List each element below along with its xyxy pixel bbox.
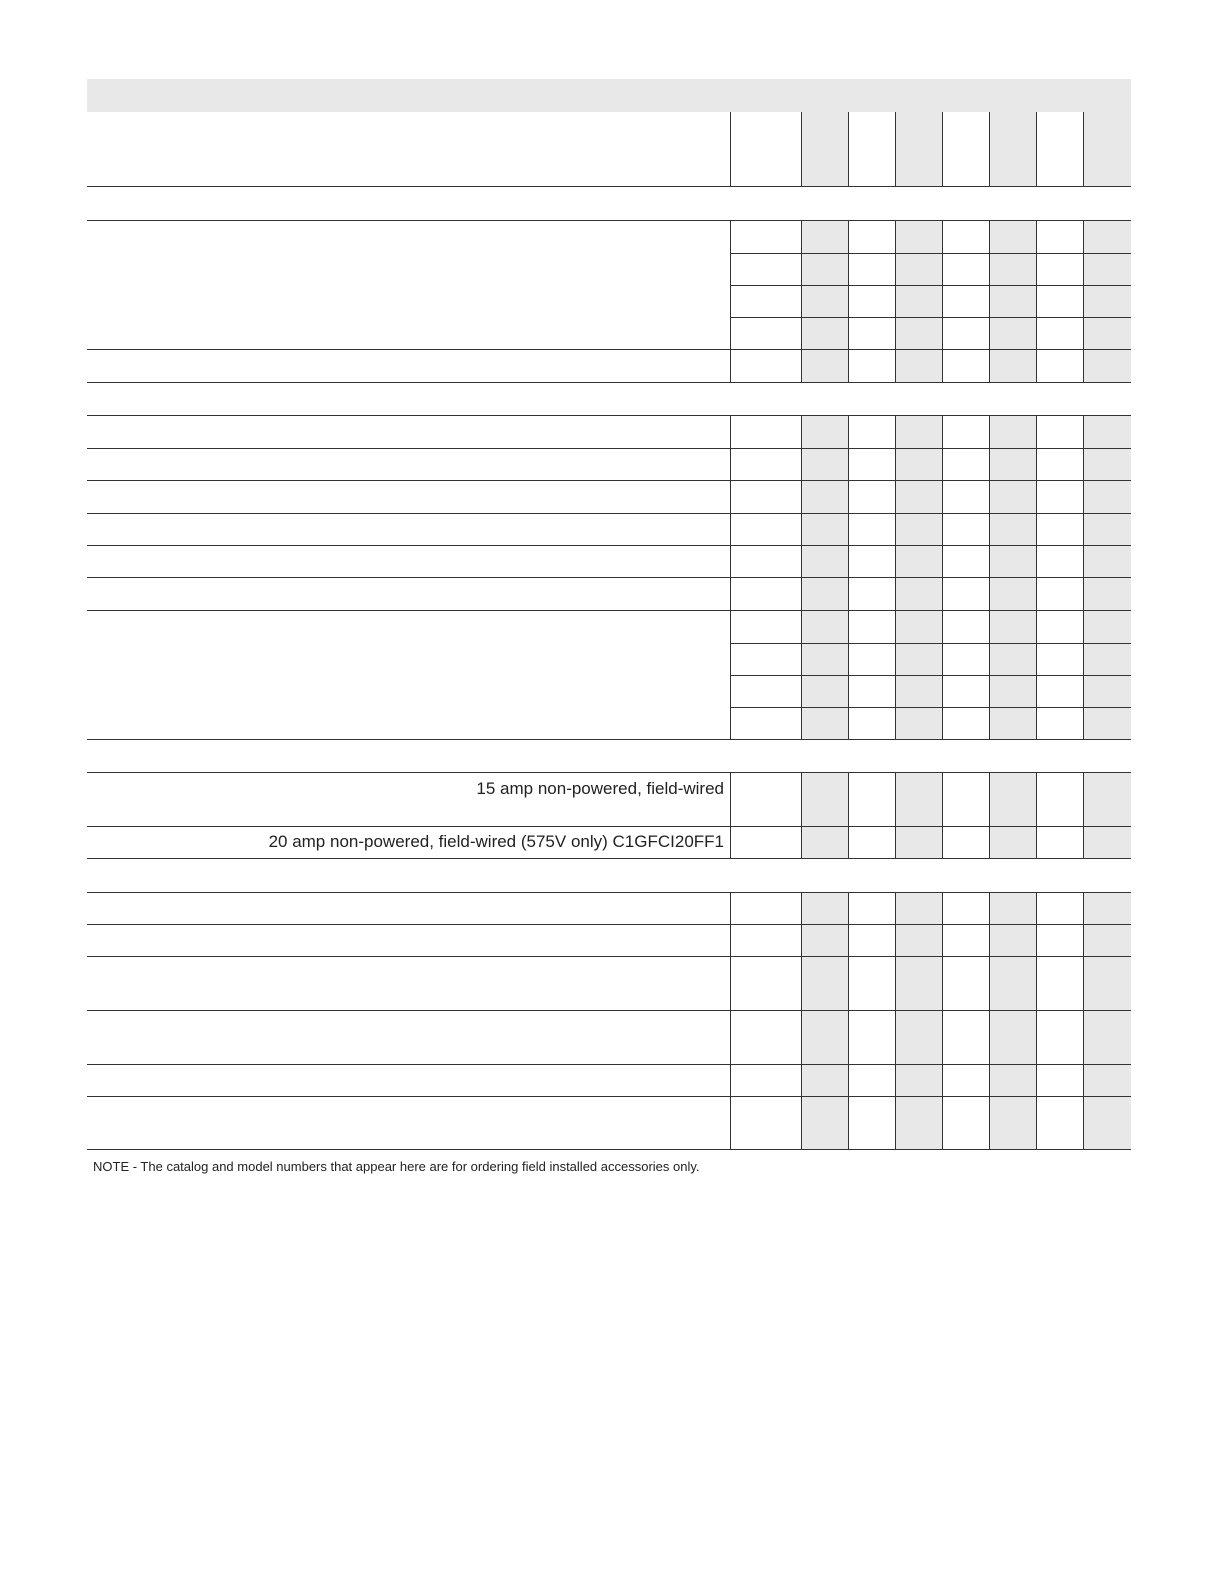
model-column-cell: [730, 773, 801, 826]
model-column-cell: [801, 481, 848, 513]
model-column-cell: [730, 578, 801, 610]
model-column-cell: [989, 957, 1036, 1010]
model-column-cell: [989, 546, 1036, 577]
table-row: [87, 924, 1131, 956]
model-column-cell: [989, 925, 1036, 956]
model-column-cell: [942, 416, 989, 448]
model-column-cell: [1083, 1097, 1131, 1149]
table-row: [87, 1064, 1131, 1096]
model-column-cell: [801, 773, 848, 826]
model-column-cell: [1036, 578, 1083, 610]
table-row: [87, 1149, 1131, 1150]
row-label-cell: [87, 611, 730, 739]
model-column-cell: [1036, 449, 1083, 480]
model-column-cell: [801, 449, 848, 480]
table-row: [87, 220, 1131, 349]
row-label-cell: [87, 416, 730, 448]
model-column-cell: [1036, 112, 1083, 186]
sub-row-divider: [730, 675, 1131, 676]
row-label-cell: [87, 827, 730, 858]
model-column-cell: [989, 112, 1036, 186]
model-column-cell: [942, 1011, 989, 1064]
table-row: [87, 448, 1131, 480]
model-column-cell: [848, 112, 895, 186]
sub-row-divider: [730, 643, 1131, 644]
model-column-cell: [730, 827, 801, 858]
model-column-cell: [895, 925, 942, 956]
model-column-cell: [1083, 773, 1131, 826]
table-row: [87, 892, 1131, 924]
model-column-cell: [730, 514, 801, 545]
model-column-cell: [989, 416, 1036, 448]
model-column-cell: [730, 1011, 801, 1064]
model-column-cell: [989, 827, 1036, 858]
model-column-cell: [730, 112, 801, 186]
sub-row-divider: [730, 707, 1131, 708]
model-column-cell: [895, 957, 942, 1010]
model-column-cell: [1036, 925, 1083, 956]
row-label-cell: [87, 925, 730, 956]
row-label-cell: [87, 514, 730, 545]
table-row: [87, 112, 1131, 186]
model-column-cell: [1083, 416, 1131, 448]
model-column-cell: [1083, 514, 1131, 545]
model-column-cell: [1036, 827, 1083, 858]
model-column-cell: [848, 773, 895, 826]
section-header-row: [87, 382, 1131, 415]
model-column-cell: [1036, 350, 1083, 382]
model-column-cell: [1083, 112, 1131, 186]
model-column-cell: [942, 925, 989, 956]
model-column-cell: [989, 773, 1036, 826]
model-column-cell: [1083, 546, 1131, 577]
model-column-cell: [989, 578, 1036, 610]
row-label-cell: [87, 546, 730, 577]
model-column-cell: [1083, 350, 1131, 382]
model-column-cell: [1083, 1065, 1131, 1096]
model-column-cell: [1083, 957, 1131, 1010]
model-column-cell: [848, 1011, 895, 1064]
table-row: [87, 577, 1131, 610]
accessories-table: [87, 79, 1131, 1150]
model-column-cell: [942, 350, 989, 382]
footer-note: NOTE - The catalog and model numbers that appear here are for ordering field installed accessories only.: [93, 1159, 700, 1174]
table-body: [87, 112, 1131, 1150]
model-column-cell: [895, 416, 942, 448]
row-label-cell: [87, 112, 730, 186]
model-column-cell: [895, 893, 942, 924]
model-column-cell: [730, 481, 801, 513]
model-column-cell: [1036, 1065, 1083, 1096]
model-column-cell: [730, 546, 801, 577]
table-row: [87, 415, 1131, 448]
model-column-cell: [989, 893, 1036, 924]
model-column-cell: [942, 1097, 989, 1149]
model-column-cell: [848, 481, 895, 513]
model-column-cell: [895, 827, 942, 858]
model-column-cell: [942, 827, 989, 858]
model-column-cell: [895, 112, 942, 186]
model-column-cell: [989, 1097, 1036, 1149]
table-row: [87, 545, 1131, 577]
model-column-cell: [895, 514, 942, 545]
model-column-cell: [942, 514, 989, 545]
model-column-cell: [942, 957, 989, 1010]
model-column-cell: [1083, 893, 1131, 924]
model-column-cell: [1083, 827, 1131, 858]
model-column-cell: [895, 1011, 942, 1064]
model-column-cell: [895, 773, 942, 826]
row-label-cell: [87, 773, 730, 826]
section-header-row: [87, 858, 1131, 892]
model-column-cell: [848, 827, 895, 858]
table-row: [87, 610, 1131, 739]
row-label-text: 15 amp non-powered, field-wired: [476, 779, 724, 798]
model-column-cell: [801, 416, 848, 448]
model-column-cell: [1036, 957, 1083, 1010]
model-column-cell: [801, 112, 848, 186]
model-column-cell: [801, 1011, 848, 1064]
model-column-cell: [801, 546, 848, 577]
model-column-cell: [801, 578, 848, 610]
model-column-cell: [942, 773, 989, 826]
model-column-cell: [801, 827, 848, 858]
model-column-cell: [1083, 1011, 1131, 1064]
model-column-cell: [895, 578, 942, 610]
model-column-cell: [895, 546, 942, 577]
model-column-cell: [730, 893, 801, 924]
model-column-cell: [848, 893, 895, 924]
model-column-cell: [848, 350, 895, 382]
row-label-cell: [87, 1011, 730, 1064]
model-column-cell: [801, 957, 848, 1010]
model-column-cell: [1036, 416, 1083, 448]
row-label-cell: [87, 449, 730, 480]
model-column-cell: [942, 578, 989, 610]
model-column-cell: [1083, 449, 1131, 480]
table-row: [87, 1096, 1131, 1149]
model-column-cell: [895, 350, 942, 382]
model-column-cell: [1083, 925, 1131, 956]
model-column-cell: [1036, 1097, 1083, 1149]
model-column-cell: [801, 893, 848, 924]
model-column-cell: [942, 893, 989, 924]
model-column-cell: [989, 514, 1036, 545]
model-column-cell: [730, 925, 801, 956]
model-column-cell: [1036, 1011, 1083, 1064]
model-column-cell: [989, 350, 1036, 382]
model-column-cell: [895, 1097, 942, 1149]
model-column-cell: [942, 449, 989, 480]
model-column-cell: [989, 1011, 1036, 1064]
model-column-cell: [989, 1065, 1036, 1096]
model-column-cell: [1083, 481, 1131, 513]
model-column-cell: [942, 546, 989, 577]
model-column-cell: [730, 350, 801, 382]
row-label-cell: [87, 578, 730, 610]
row-label-cell: [87, 481, 730, 513]
model-column-cell: [801, 925, 848, 956]
table-row: [87, 349, 1131, 382]
row-label-cell: [87, 957, 730, 1010]
model-column-cell: [1036, 546, 1083, 577]
table-row: [87, 513, 1131, 545]
model-column-cell: [989, 481, 1036, 513]
model-column-cell: [848, 578, 895, 610]
model-column-cell: [730, 1097, 801, 1149]
row-label-cell: [87, 1065, 730, 1096]
model-column-cell: [730, 1065, 801, 1096]
table-row: [87, 1010, 1131, 1064]
section-header-row: [87, 186, 1131, 220]
model-column-cell: [730, 957, 801, 1010]
model-column-cell: [848, 957, 895, 1010]
table-row: [87, 956, 1131, 1010]
model-column-cell: [730, 449, 801, 480]
model-column-cell: [1036, 514, 1083, 545]
model-column-cell: [989, 449, 1036, 480]
section-header-row: [87, 739, 1131, 772]
row-gfci-15-amp: [87, 772, 1131, 826]
model-column-cell: [895, 449, 942, 480]
model-column-cell: [801, 1097, 848, 1149]
table-header-band: [87, 79, 1131, 112]
row-gfci-20-amp: [87, 826, 1131, 858]
table-row: [87, 480, 1131, 513]
row-label-cell: [87, 893, 730, 924]
row-label-cell: [87, 350, 730, 382]
model-column-cell: [848, 1097, 895, 1149]
model-column-cell: [848, 1065, 895, 1096]
model-column-cell: [942, 481, 989, 513]
row-label-text: 20 amp non-powered, field-wired (575V only) C1GFCI20FF1: [268, 832, 724, 851]
sub-row-divider: [730, 317, 1131, 318]
row-label-cell: [87, 221, 730, 349]
model-column-cell: [895, 1065, 942, 1096]
model-column-cell: [801, 1065, 848, 1096]
model-column-cell: [848, 416, 895, 448]
model-column-cell: [848, 546, 895, 577]
model-column-cell: [895, 481, 942, 513]
model-column-cell: [1036, 481, 1083, 513]
sub-row-divider: [730, 285, 1131, 286]
model-column-cell: [942, 112, 989, 186]
model-column-cell: [942, 1065, 989, 1096]
model-column-cell: [801, 514, 848, 545]
model-column-cell: [1036, 773, 1083, 826]
model-column-cell: [730, 416, 801, 448]
model-column-cell: [801, 350, 848, 382]
sub-row-divider: [730, 253, 1131, 254]
model-column-cell: [1036, 893, 1083, 924]
model-column-cell: [848, 925, 895, 956]
model-column-cell: [848, 514, 895, 545]
row-label-cell: [87, 1097, 730, 1149]
model-column-cell: [848, 449, 895, 480]
model-column-cell: [1083, 578, 1131, 610]
